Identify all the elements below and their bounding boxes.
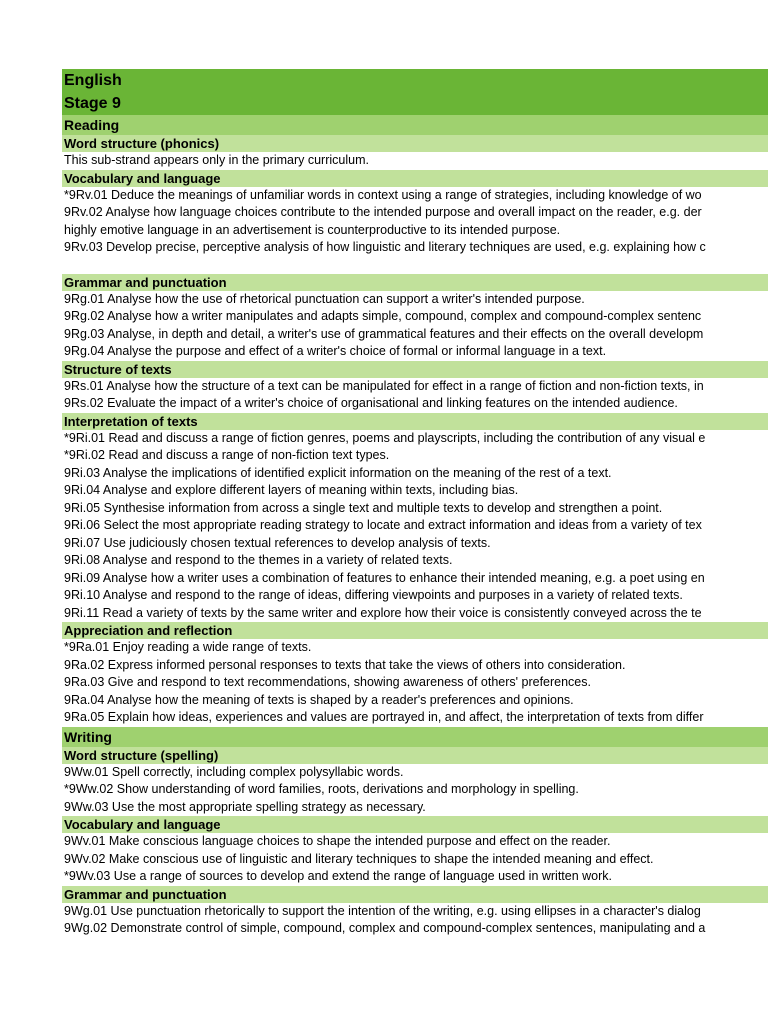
- objective-cell: highly emotive language in an advertisement is counterproductive to its intended purpose.: [64, 222, 561, 237]
- objective-cell: 9Rg.02 Analyse how a writer manipulates and adapts simple, compound, complex and compound-complex sentenc: [64, 309, 702, 323]
- objective-cell: *9Ri.02 Read and discuss a range of non-fiction text types.: [64, 448, 390, 462]
- strand-header-cell: Reading: [62, 115, 768, 135]
- objective-cell: 9Ri.11 Read a variety of texts by the same writer and explore how their voice is consistently conveyed across the te: [64, 605, 702, 620]
- objective-cell: 9Ri.10 Analyse and respond to the range of ideas, differing viewpoints and purposes in a variety of related texts.: [64, 588, 683, 602]
- objective-cell: 9Ra.03 Give and respond to text recommendations, showing awareness of others' preferences.: [64, 675, 591, 689]
- objective-cell: 9Wg.01 Use punctuation rhetorically to support the intention of the writing, e.g. using ellipses in a character's dialog: [64, 903, 701, 918]
- substrand-header-cell: Word structure (phonics): [62, 135, 768, 152]
- objective-cell: 9Ri.04 Analyse and explore different layers of meaning within texts, including bias.: [64, 483, 519, 497]
- substrand-header-cell: Appreciation and reflection: [62, 622, 768, 639]
- substrand-header-cell: Vocabulary and language: [62, 816, 768, 833]
- objective-cell: 9Ri.06 Select the most appropriate reading strategy to locate and extract information and ideas from a variety of tex: [64, 518, 702, 532]
- objective-cell: 9Wv.01 Make conscious language choices to shape the intended purpose and effect on the reader.: [64, 834, 611, 848]
- title-header-cell: English: [62, 69, 768, 92]
- substrand-header-cell: Structure of texts: [62, 361, 768, 378]
- objective-cell: *9Ww.02 Show understanding of word families, roots, derivations and morphology in spelling.: [64, 782, 579, 796]
- objective-cell: 9Ri.08 Analyse and respond to the themes in a variety of related texts.: [64, 553, 453, 567]
- substrand-header-cell: Grammar and punctuation: [62, 886, 768, 903]
- substrand-header-cell: Word structure (spelling): [62, 747, 768, 764]
- strand-header-cell: Writing: [62, 727, 768, 747]
- objective-cell: 9Ri.05 Synthesise information from across a single text and multiple texts to develop and strengthen a point.: [64, 500, 663, 515]
- objective-cell: 9Ra.05 Explain how ideas, experiences and values are portrayed in, and affect, the interpretation of texts from differ: [64, 710, 704, 724]
- objective-cell: 9Ri.09 Analyse how a writer uses a combination of features to enhance their intended meaning, e.g. a poet using en: [64, 570, 705, 585]
- substrand-header-cell: Interpretation of texts: [62, 413, 768, 430]
- objective-cell: 9Wv.02 Make conscious use of linguistic and literary techniques to shape the intended meaning and effect.: [64, 851, 654, 866]
- title-header-cell: Stage 9: [62, 92, 768, 115]
- objective-cell: 9Ra.04 Analyse how the meaning of texts is shaped by a reader's preferences and opinions.: [64, 692, 574, 707]
- objective-cell: 9Rg.04 Analyse the purpose and effect of a writer's choice of formal or informal language in a text.: [64, 344, 607, 358]
- objective-cell: 9Rv.02 Analyse how language choices contribute to the intended purpose and overall impact on the reader, e.g. der: [64, 205, 702, 219]
- objective-cell: 9Ra.02 Express informed personal responses to texts that take the views of others into consideration.: [64, 657, 626, 672]
- objective-cell: 9Ri.03 Analyse the implications of identified explicit information on the meaning of the rest of a text.: [64, 465, 612, 480]
- objective-cell: *9Rv.01 Deduce the meanings of unfamiliar words in context using a range of strategies, including knowledge of wo: [64, 187, 702, 202]
- objective-cell: 9Ww.01 Spell correctly, including complex polysyllabic words.: [64, 764, 404, 779]
- objective-cell: 9Rs.01 Analyse how the structure of a text can be manipulated for effect in a range of fiction and non-fiction texts, in: [64, 378, 704, 393]
- empty-row: [62, 257, 768, 274]
- objective-cell: 9Rg.03 Analyse, in depth and detail, a writer's use of grammatical features and their effects on the overall developm: [64, 326, 704, 341]
- objective-cell: 9Wg.02 Demonstrate control of simple, compound, complex and compound-complex sentences, manipulating and a: [64, 921, 706, 935]
- objective-cell: 9Ri.07 Use judiciously chosen textual references to develop analysis of texts.: [64, 535, 491, 550]
- objective-cell: *9Ra.01 Enjoy reading a wide range of texts.: [64, 640, 312, 654]
- objective-cell: This sub-strand appears only in the primary curriculum.: [64, 153, 369, 167]
- objective-cell: 9Ww.03 Use the most appropriate spelling strategy as necessary.: [64, 799, 426, 814]
- objective-cell: 9Rv.03 Develop precise, perceptive analysis of how linguistic and literary techniques are used, e.g. explaining how c: [64, 240, 706, 254]
- spreadsheet-content: [62, 69, 768, 938]
- substrand-header-cell: Grammar and punctuation: [62, 274, 768, 291]
- objective-cell: 9Rg.01 Analyse how the use of rhetorical punctuation can support a writer's intended purpose.: [64, 291, 585, 306]
- substrand-header-cell: Vocabulary and language: [62, 170, 768, 187]
- objective-cell: *9Ri.01 Read and discuss a range of fiction genres, poems and playscripts, including the contribution of any visual e: [64, 430, 706, 445]
- objective-cell: 9Rs.02 Evaluate the impact of a writer's choice of organisational and linking features on the intended audience.: [64, 396, 678, 410]
- objective-cell: *9Wv.03 Use a range of sources to develop and extend the range of language used in written work.: [64, 869, 613, 883]
